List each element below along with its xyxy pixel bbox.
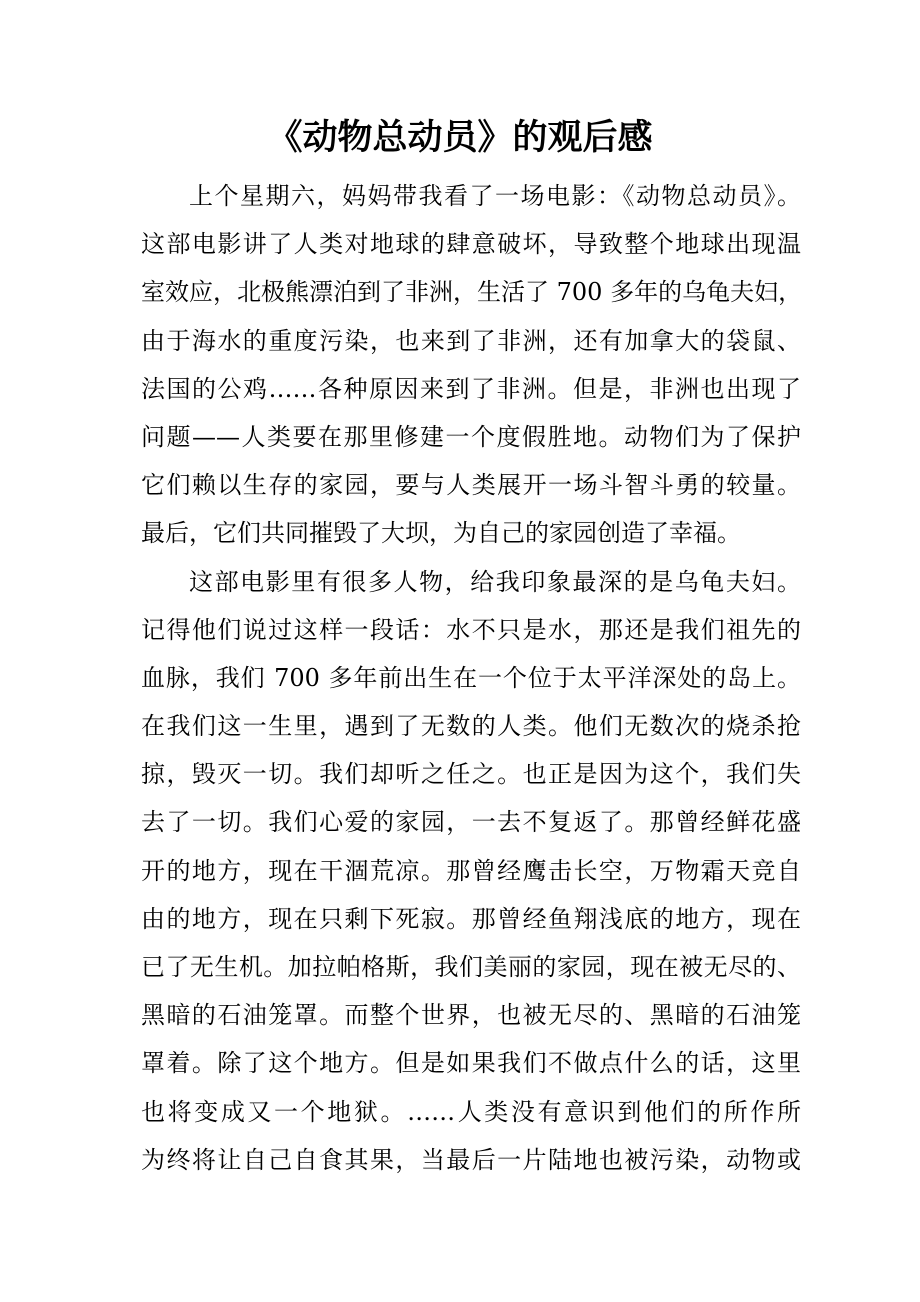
text-line: 去了一切。我们心爱的家园，一去不复返了。那曾经鲜花盛 [141, 808, 801, 837]
text-line: 血脉，我们 700 多年前出生在一个位于太平洋深处的岛上。 [141, 663, 801, 692]
text-line: 罩着。除了这个地方。但是如果我们不做点什么的话，这里 [141, 1049, 801, 1078]
text-line: 掠，毁灭一切。我们却听之任之。也正是因为这个，我们失 [141, 760, 801, 789]
text-line: 最后，它们共同摧毁了大坝，为自己的家园创造了幸福。 [141, 519, 741, 548]
text-line: 也将变成又一个地狱。……人类没有意识到他们的所作所 [141, 1097, 801, 1126]
text-line: 开的地方，现在干涸荒凉。那曾经鹰击长空，万物霜天竞自 [141, 856, 801, 885]
text-line: 由的地方，现在只剩下死寂。那曾经鱼翔浅底的地方，现在 [141, 904, 801, 933]
text-line: 在我们这一生里，遇到了无数的人类。他们无数次的烧杀抢 [141, 712, 801, 741]
text-line: 黑暗的石油笼罩。而整个世界，也被无尽的、黑暗的石油笼 [141, 1001, 801, 1030]
text-line: 室效应，北极熊漂泊到了非洲，生活了 700 多年的乌龟夫妇， [141, 278, 803, 307]
document-title: 《动物总动员》的观后感 [267, 117, 653, 158]
text-line: 上个星期六，妈妈带我看了一场电影：《动物总动员》。 [189, 182, 801, 210]
text-line: 记得他们说过这样一段话：水不只是水，那还是我们祖先的 [141, 615, 801, 644]
text-line: 法国的公鸡……各种原因来到了非洲。但是，非洲也出现了 [141, 374, 801, 403]
text-line: 这部电影里有很多人物，给我印象最深的是乌龟夫妇。 [189, 567, 801, 596]
text-line: 这部电影讲了人类对地球的肆意破坏，导致整个地球出现温 [141, 230, 801, 259]
text-line: 由于海水的重度污染，也来到了非洲，还有加拿大的袋鼠、 [141, 326, 801, 355]
text-line: 为终将让自己自食其果，当最后一片陆地也被污染，动物或 [141, 1145, 801, 1174]
text-line: 它们赖以生存的家园，要与人类展开一场斗智斗勇的较量。 [141, 471, 801, 500]
text-line: 问题——人类要在那里修建一个度假胜地。动物们为了保护 [141, 422, 801, 451]
text-line: 已了无生机。加拉帕格斯，我们美丽的家园，现在被无尽的、 [141, 953, 801, 981]
document-body [141, 172, 801, 1184]
